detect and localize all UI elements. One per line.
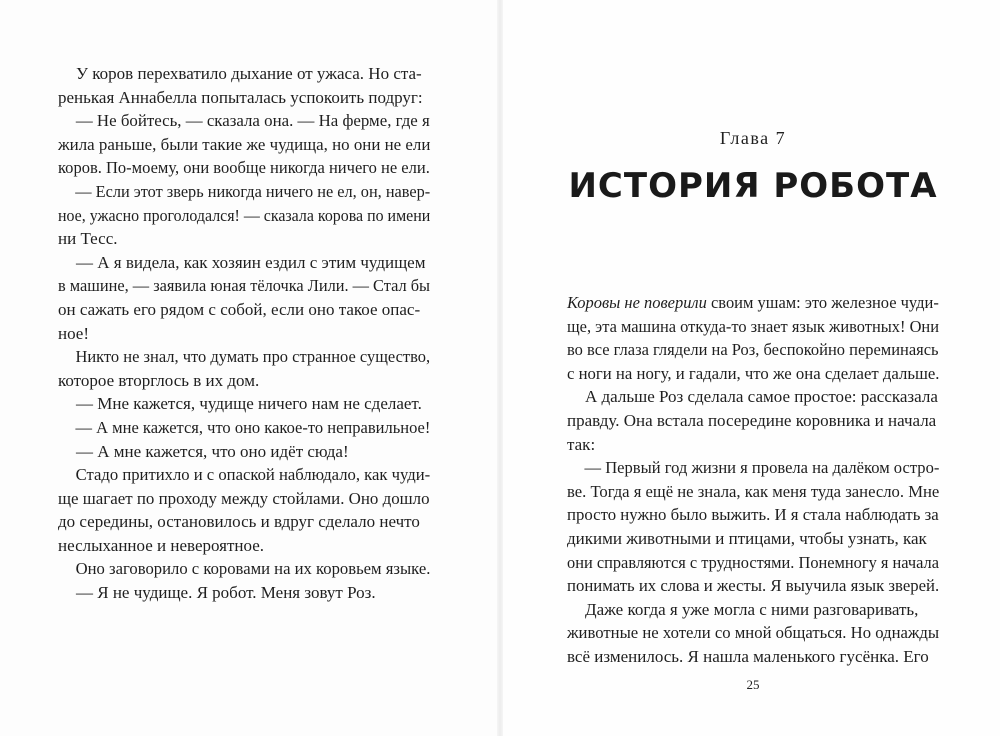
- text-line: которое вторглось в их дом.: [58, 370, 260, 390]
- text-line: животные не хотели со мной общаться. Но однажды: [567, 623, 940, 643]
- text-line: коров. По-моему, они вообще никогда ничего не ели.: [58, 158, 430, 178]
- text-line: он сажать его рядом с собой, если оно такое опас-: [58, 299, 421, 319]
- chapter-number: Глава 7: [719, 128, 787, 148]
- text-line: Оно заговорило с коровами на их коровьем языке.: [75, 559, 431, 579]
- text-line: А дальше Роз сделала самое простое: рассказала: [585, 387, 938, 407]
- text-line: в машине, — заявила юная тёлочка Лили. — Стал бы: [58, 276, 431, 296]
- page-number: 25: [746, 677, 760, 692]
- text-line: — Я не чудище. Я робот. Меня зовут Роз.: [76, 583, 376, 603]
- chapter-title: ИСТОРИЯ РОБОТА: [568, 166, 938, 206]
- text-line: — Мне кажется, чудище ничего нам не сделает.: [76, 394, 422, 414]
- text-line: ще, эта машина откуда-то знает язык животных! Они: [567, 316, 940, 336]
- text-line: просто нужно было выжить. И я стала наблюдать за: [567, 505, 939, 525]
- text-line: У коров перехватило дыхание от ужаса. Но ста-: [76, 64, 422, 83]
- text-line: до середины, остановилось и вдруг сделало нечто: [58, 512, 420, 532]
- text-line: неслыханное и невероятное.: [58, 535, 265, 555]
- text-line: ни Тесс.: [58, 229, 118, 249]
- text-line: всё изменилось. Я нашла маленького гусёнка. Его: [567, 646, 929, 666]
- text-line: так:: [567, 434, 596, 454]
- text-line-first: [567, 291, 939, 315]
- text-line: ве. Тогда я ещё не знала, как меня туда занесло. Мне: [567, 481, 940, 501]
- text-line: понимать их слова и жесты. Я выучила язык зверей.: [567, 576, 940, 596]
- text-line: во все глаза глядели на Роз, беспокойно переминаясь: [567, 340, 939, 360]
- text-line: они справляются с трудностями. Понемногу я начала: [567, 552, 940, 572]
- text-line: — А я видела, как хозяин ездил с этим чудищем: [76, 252, 426, 272]
- italic-lead: Коровы не поверили: [567, 293, 707, 312]
- text-line: дикими животными и птицами, чтобы узнать, как: [567, 528, 927, 548]
- text-line: жила раньше, были такие же чудища, но они не ели: [58, 134, 431, 154]
- text-line: ренькая Аннабелла попыталась успокоить подруг:: [58, 87, 423, 107]
- first-line-rest: своим ушам: это железное чуди-: [706, 293, 939, 312]
- text-line: ще шагает по проходу между стойлами. Оно дошло: [58, 488, 430, 508]
- text-line: — А мне кажется, что оно идёт сюда!: [76, 441, 349, 461]
- text-line: правду. Она встала посередине коровника и начала: [567, 410, 937, 430]
- left-page-text: [58, 62, 430, 605]
- text-line: — А мне кажется, что оно какое-то неправильное!: [75, 417, 431, 437]
- text-line: Стадо притихло и с опаской наблюдало, как чуди-: [75, 465, 431, 485]
- right-page-text: [567, 291, 939, 669]
- text-line: Никто не знал, что думать про странное существо,: [75, 347, 431, 367]
- book-spine: [497, 0, 503, 736]
- text-line: — Не бойтесь, — сказала она. — На ферме, где я: [75, 111, 430, 131]
- text-line: ное!: [58, 323, 90, 343]
- text-line: — Первый год жизни я провела на далёком остро-: [584, 458, 940, 478]
- text-line: Даже когда я уже могла с ними разговаривать,: [585, 599, 919, 619]
- text-line: с ноги на ногу, и гадали, что же она сделает дальше.: [567, 363, 940, 383]
- text-line: — Если этот зверь никогда ничего не ел, он, навер-: [75, 181, 431, 201]
- text-line: ное, ужасно проголодался! — сказала корова по имени: [58, 205, 431, 225]
